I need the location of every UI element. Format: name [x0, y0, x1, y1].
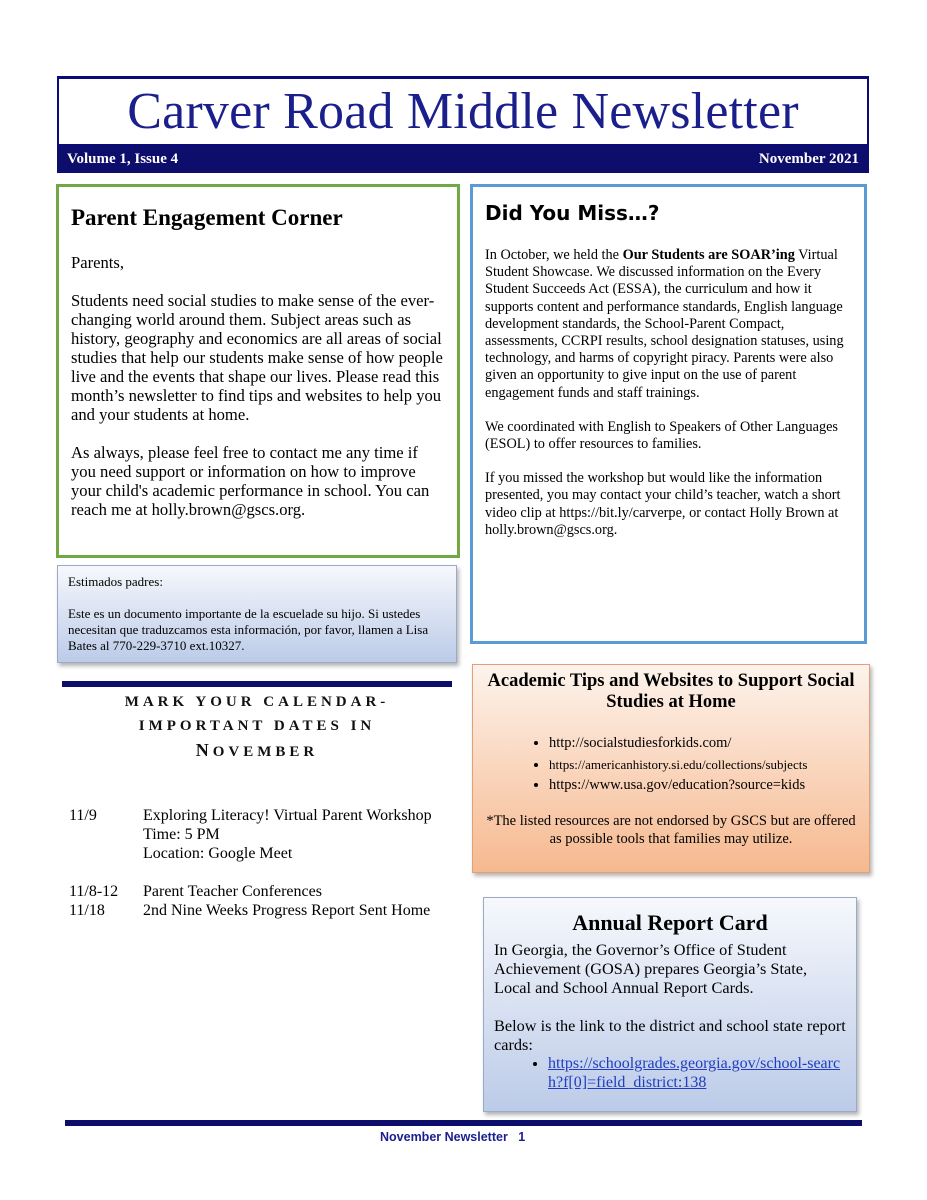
report-card-paragraph-1: In Georgia, the Governor’s Office of Student Achievement (GOSA) prepares Georgia’s State, Local and School Annual Report Cards.: [494, 940, 808, 997]
calendar-events-list: [69, 806, 454, 920]
event-description: 2nd Nine Weeks Progress Report Sent Home: [143, 902, 431, 919]
footer-page-label: November Newsletter 1: [380, 1130, 526, 1144]
parent-paragraph-1: Students need social studies to make sense of the ever-changing world around them. Subject areas such as history, geography and economics are all areas of social studies that help our students make sense of how people live and the events that shape our lives. Please read this month’s newsletter to find tips and websites to help you and your students at home.: [71, 291, 443, 424]
parent-engagement-section: [56, 184, 460, 558]
annual-report-card-section: [483, 897, 857, 1112]
tips-link-list: [483, 733, 859, 796]
parent-engagement-heading: Parent Engagement Corner: [71, 205, 343, 230]
issue-date: November 2021: [758, 151, 859, 167]
footer-divider: [65, 1120, 862, 1126]
report-card-heading: Annual Report Card: [572, 910, 768, 935]
spanish-greeting: Estimados padres:: [68, 574, 163, 589]
parent-paragraph-2: As always, please feel free to contact me any time if you need support or information on how to improve your child's academic performance in school. You can reach me at holly.brown@gscs.org.: [71, 443, 430, 519]
did-you-miss-paragraph-1: In October, we held the Our Students are SOAR’ing Virtual Student Showcase. We discussed information on the Every Student Succeeds Act (ESSA), the curriculum and how it supports content and performance standards, English language development standards, the School-Parent Compact, assessments, CCRPI results, school designation statuses, using technology, and harms of copyright piracy. Parents were also given an opportunity to give input on the use of parent engagement funds and staff trainings.: [485, 247, 844, 401]
did-you-miss-heading: Did You Miss…?: [485, 201, 660, 225]
calendar-event: [69, 901, 454, 920]
calendar-heading: MARK YOUR CALENDAR- IMPORTANT DATES IN NOVEMBER: [124, 694, 390, 760]
report-card-paragraph-2: Below is the link to the district and school state report cards:: [494, 1016, 846, 1054]
tips-disclaimer: *The listed resources are not endorsed by GSCS but are offered as possible tools that families may utilize.: [486, 813, 856, 847]
spanish-body: Este es un documento importante de la escuelade su hijo. Si ustedes necesitan que traduzcamos esta información, por favor, llamen a Lisa Bates al 770-229-3710 ext.10327.: [68, 606, 429, 653]
did-you-miss-paragraph-2: We coordinated with English to Speakers of Other Languages (ESOL) to offer resources to families.: [485, 418, 838, 453]
event-date: 11/18: [69, 902, 105, 919]
did-you-miss-paragraph-3: If you missed the workshop but would like the information presented, you may contact your child’s teacher, watch a short video clip at https://bit.ly/carverpe, or contact Holly Brown at holly.brown@gscs.org.: [485, 470, 841, 538]
academic-tips-heading: Academic Tips and Websites to Support Social Studies at Home: [487, 671, 855, 712]
volume-issue: Volume 1, Issue 4: [67, 151, 179, 167]
spanish-translation-note: [57, 565, 457, 663]
calendar-event: [69, 882, 454, 901]
report-card-list-item: [548, 1054, 846, 1092]
showcase-name: Our Students are SOAR’ing: [622, 247, 795, 263]
parent-greeting: Parents,: [71, 253, 124, 272]
event-date: 11/9: [69, 807, 97, 824]
event-location: Location: Google Meet: [143, 845, 293, 862]
report-card-link[interactable]: https://schoolgrades.georgia.gov/school-search?f[0]=field_district:138: [548, 1055, 841, 1091]
tips-link[interactable]: • https://www.usa.gov/education?source=kids: [549, 775, 859, 796]
event-date: 11/8-12: [69, 883, 119, 900]
event-description: Exploring Literacy! Virtual Parent Workshop: [143, 807, 432, 824]
masthead: [57, 76, 869, 146]
calendar-divider: [62, 681, 452, 687]
tips-link[interactable]: • http://socialstudiesforkids.com/: [549, 733, 859, 754]
event-time: Time: 5 PM: [143, 826, 220, 843]
event-description: Parent Teacher Conferences: [143, 883, 322, 900]
report-card-link-list: [494, 1054, 846, 1092]
volume-bar: [57, 146, 869, 173]
calendar-event: [69, 806, 454, 863]
did-you-miss-section: [470, 184, 867, 644]
tips-link[interactable]: • https://americanhistory.si.edu/collections/subjects: [549, 754, 859, 775]
newsletter-title: Carver Road Middle Newsletter: [127, 83, 799, 140]
academic-tips-section: [472, 664, 870, 873]
